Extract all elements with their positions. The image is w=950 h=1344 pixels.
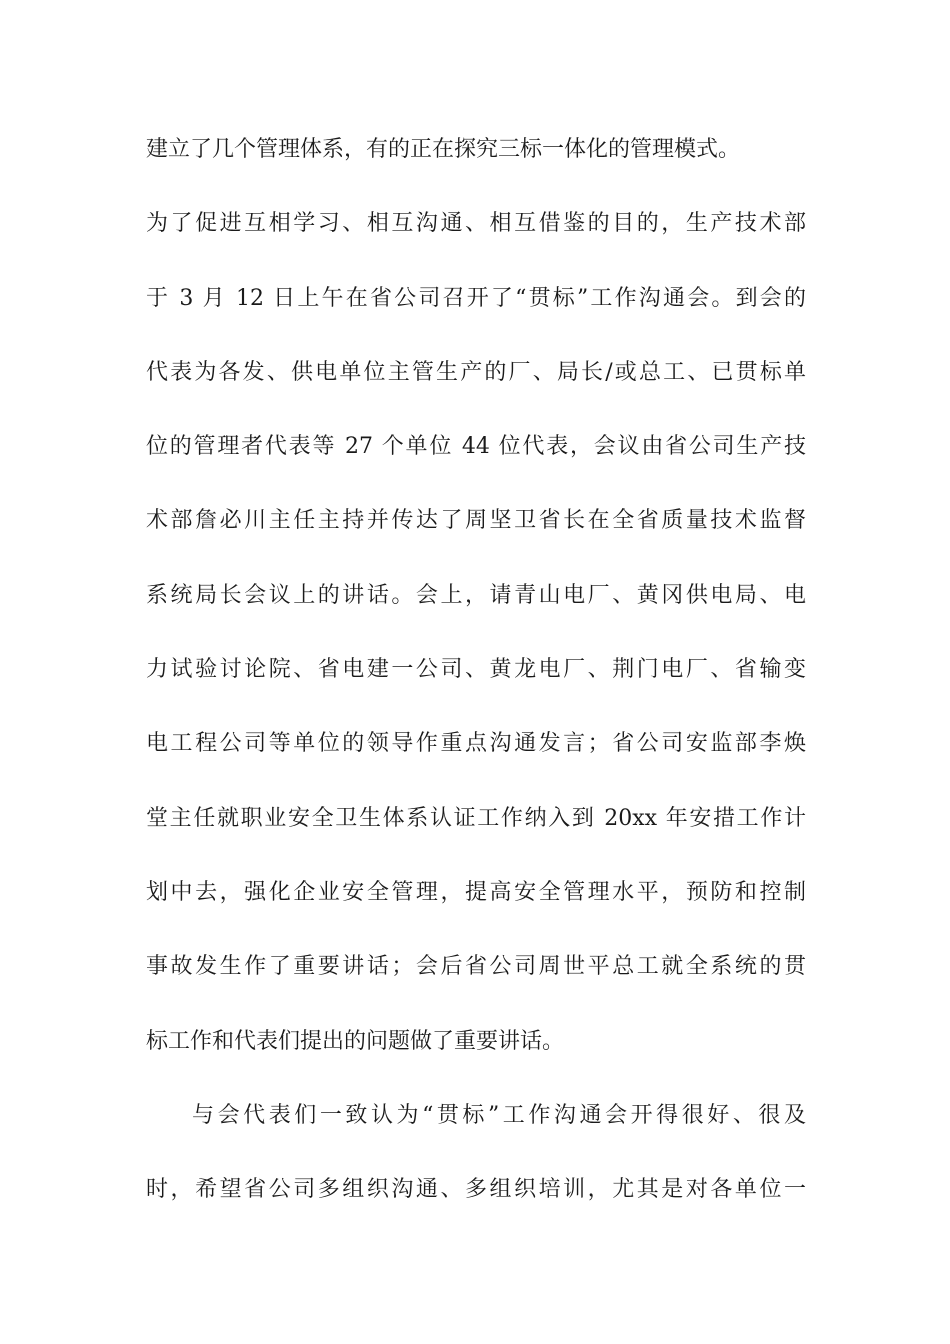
text-line: 位的管理者代表等 27 个单位 44 位代表，会议由省公司生产技 <box>146 434 806 460</box>
body-text <box>146 128 806 1242</box>
text-line: 为了促进互相学习、相互沟通、相互借鉴的目的，生产技术部 <box>146 211 806 237</box>
paragraph-first-line: 与会代表们一致认为“贯标”工作沟通会开得很好、很及 <box>192 1102 806 1128</box>
text-line: 电工程公司等单位的领导作重点沟通发言；省公司安监部李焕 <box>146 731 806 757</box>
text-line: 建立了几个管理体系，有的正在探究三标一体化的管理模式。 <box>146 137 741 162</box>
text-line: 划中去，强化企业安全管理，提高安全管理水平，预防和控制 <box>146 879 806 905</box>
text-line: 系统局长会议上的讲话。会上，请青山电厂、黄冈供电局、电 <box>146 582 806 608</box>
text-line: 事故发生作了重要讲话；会后省公司周世平总工就全系统的贯 <box>146 954 806 980</box>
text-line: 堂主任就职业安全卫生体系认证工作纳入到 20xx 年安措工作计 <box>146 805 806 831</box>
text-line: 术部詹必川主任主持并传达了周坚卫省长在全省质量技术监督 <box>146 508 806 534</box>
text-line: 时，希望省公司多组织沟通、多组织培训，尤其是对各单位一 <box>146 1177 806 1203</box>
text-line: 力试验讨论院、省电建一公司、黄龙电厂、荆门电厂、省输变 <box>146 657 806 683</box>
text-line: 代表为各发、供电单位主管生产的厂、局长/或总工、已贯标单 <box>146 359 806 385</box>
text-line: 于 3 月 12 日上午在省公司召开了“贯标”工作沟通会。到会的 <box>146 285 806 311</box>
text-line: 标工作和代表们提出的问题做了重要讲话。 <box>146 1028 565 1054</box>
